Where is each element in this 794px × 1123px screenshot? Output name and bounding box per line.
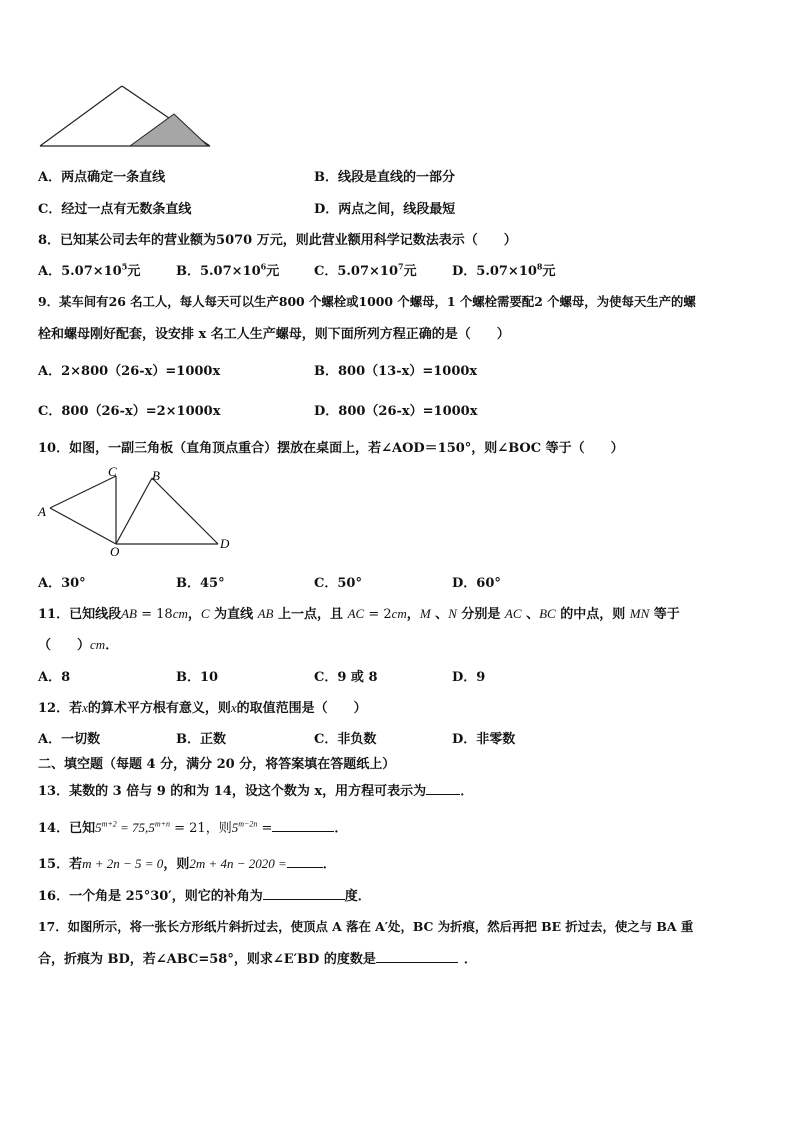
q11-stem-line2: （ ）cm．	[38, 637, 119, 653]
shaded-triangle	[130, 114, 208, 146]
q15-answer-blank	[287, 855, 323, 868]
q7-option-c: C．经过一点有无数条直线	[38, 202, 192, 217]
label-d: D	[220, 536, 230, 551]
q12-option-c: C．非负数	[314, 732, 377, 747]
q9-option-c: C．800（26-x）=2×1000x	[38, 404, 221, 419]
q12-option-a: A．一切数	[38, 732, 101, 747]
q12-stem: 12．若x的算术平方根有意义，则x的取值范围是（ ）	[38, 700, 367, 716]
q11-option-a: A．8	[38, 670, 71, 685]
label-o: O	[110, 544, 120, 558]
q17-stem-line2: 合，折痕为 BD，若∠ABC=58°，则求∠E′BD 的度数是 ．	[38, 952, 477, 967]
q11-option-b: B．10	[176, 670, 219, 685]
q17-answer-blank	[376, 950, 458, 963]
q8-stem: 8．已知某公司去年的营业额为5070 万元，则此营业额用科学记数法表示（ ）	[38, 233, 517, 248]
label-b: B	[152, 468, 160, 483]
q17-stem-line1: 17．如图所示，将一张长方形纸片斜折过去，使顶点 A 落在 A′处，BC 为折痕，然后再把 BE 折过去，使之与 BA 重	[38, 919, 694, 934]
q7-option-a: A．两点确定一条直线	[38, 170, 166, 185]
q11-stem-line1: 11．已知线段AB = 18cm，C 为直线 AB 上一点，且 AC = 2cm，M 、N 分别是 AC 、BC 的中点，则 MN 等于	[38, 606, 680, 622]
q8-option-b: B．$5.07\times 10^6$元	[176, 261, 280, 279]
q12-option-b: B．正数	[176, 732, 226, 747]
q11-option-d: D．9	[452, 670, 486, 685]
q9-stem-line2: 栓和螺母刚好配套，设安排 x 名工人生产螺母，则下面所列方程正确的是（ ）	[38, 327, 510, 342]
q10-stem: 10．如图，一副三角板（直角顶点重合）摆放在桌面上，若∠AOD＝150°，则∠BOC 等于（ ）	[38, 441, 624, 456]
q8-option-a: A．$5.07\times 10^5$元	[38, 261, 141, 279]
q9-option-a: A．2×800（26-x）=1000x	[38, 364, 221, 379]
q10-figure	[36, 464, 236, 558]
q9-option-b: B．800（13-x）=1000x	[314, 364, 478, 379]
q13-answer-blank	[426, 782, 460, 795]
section-heading: 二、填空题（每题 4 分，满分 20 分，将答案填在答题纸上）	[38, 757, 396, 772]
q9-stem-line1: 9．某车间有26 名工人，每人每天可以生产800 个螺栓或1000 个螺母，1 个螺栓需要配2 个螺母，为使每天生产的螺	[38, 294, 696, 309]
q13-stem: 13．某数的 3 倍与 9 的和为 14，设这个数为 x，用方程可表示为 ．	[38, 784, 474, 799]
q16-stem: 16．一个角是 25°30′，则它的补角为 度．	[38, 889, 371, 904]
q14-answer-blank	[272, 819, 334, 832]
q10-option-c: C．50°	[314, 576, 362, 591]
q8-option-d: D．$5.07\times 10^8$元	[452, 261, 556, 279]
label-c: C	[108, 464, 117, 479]
q10-option-d: D．60°	[452, 576, 501, 591]
q7-option-b: B．线段是直线的一部分	[314, 170, 455, 185]
q9-option-d: D．800（26-x）=1000x	[314, 404, 478, 419]
q7-option-d: D．两点之间，线段最短	[314, 202, 456, 217]
q7-figure	[38, 82, 214, 150]
q8-option-c: C．$5.07\times 10^7$元	[314, 261, 417, 279]
q10-option-a: A．30°	[38, 576, 86, 591]
q11-option-c: C．9 或 8	[314, 670, 378, 685]
q16-answer-blank	[263, 887, 345, 900]
q15-stem: 15．若m + 2n − 5 = 0，则2m + 4n − 2020 = ．	[38, 856, 336, 872]
q10-option-b: B．45°	[176, 576, 225, 591]
q14-stem: 14．已知$5^{m+2} = 75,5^{m+n} = 21$，则$5^{m-2n}$ = ．	[38, 819, 348, 836]
label-a: A	[38, 504, 46, 519]
q12-option-d: D．非零数	[452, 732, 516, 747]
